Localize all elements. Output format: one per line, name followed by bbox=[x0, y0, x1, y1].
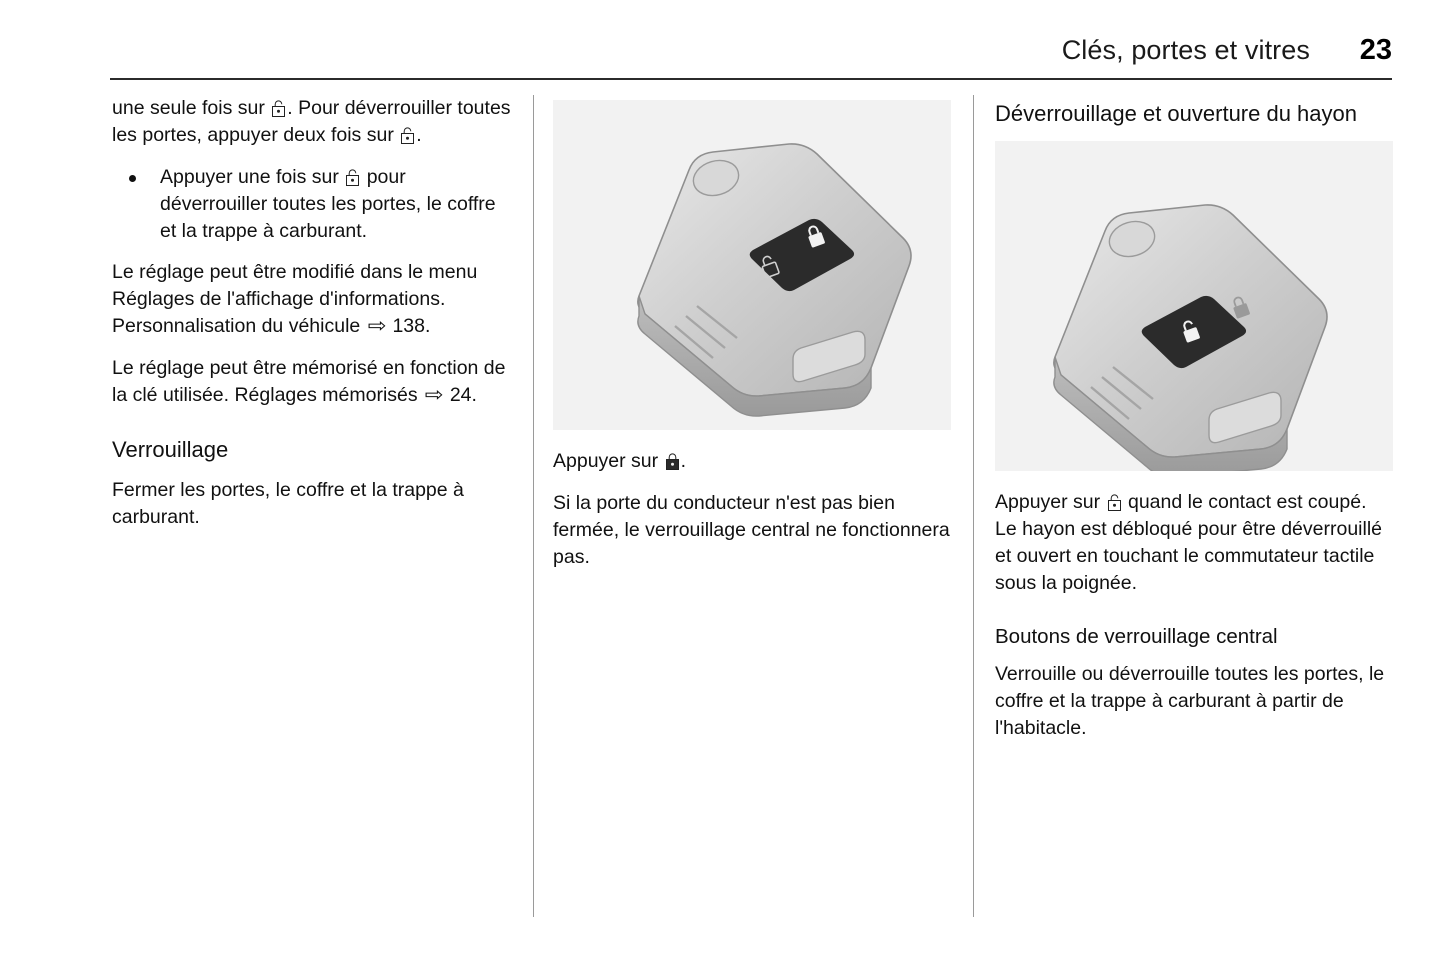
figure-remote-key-lock bbox=[553, 100, 951, 430]
text-part: Appuyer sur bbox=[995, 491, 1106, 513]
lock-key-icon bbox=[666, 453, 679, 470]
remote-key-unlock-illustration bbox=[995, 141, 1393, 471]
section-heading-verrouillage: Verrouillage bbox=[112, 437, 229, 462]
text-part: pour déverrouiller toutes les portes, le coffre et la trappe à carburant. bbox=[160, 166, 496, 242]
reference-arrow-icon: ⇨ bbox=[424, 384, 444, 406]
unlock-key-icon bbox=[401, 127, 414, 144]
paragraph-central-locking: Verrouille ou déverrouille toutes les portes, le coffre et la trappe à carburant à partir de l'habitacle. bbox=[995, 663, 1385, 739]
unlock-key-icon bbox=[272, 100, 285, 117]
paragraph-tailgate-instructions bbox=[995, 489, 1393, 597]
column-3 bbox=[995, 95, 1393, 757]
column-1 bbox=[112, 95, 512, 546]
paragraph-continuation bbox=[112, 95, 512, 149]
page-header bbox=[110, 34, 1392, 67]
paragraph-verrouillage: Fermer les portes, le coffre et la trappe à carburant. bbox=[112, 479, 464, 528]
section-heading-central-locking-buttons: Boutons de verrouillage central bbox=[995, 625, 1278, 648]
text-part: . bbox=[416, 124, 422, 146]
page-number: 23 bbox=[1359, 34, 1392, 66]
unlock-key-icon bbox=[1108, 494, 1121, 511]
text-part: quand le contact est coupé. Le hayon est débloqué pour être déverrouillé et ouvert en touchant le commutateur tactile sous la poignée. bbox=[995, 491, 1383, 594]
text-part: Le réglage peut être modifié dans le menu Réglages de l'affichage d'informations. Personnalisation du véhicule bbox=[112, 261, 478, 337]
list-item bbox=[112, 164, 512, 245]
unlock-key-icon bbox=[346, 169, 359, 186]
header-divider bbox=[110, 78, 1392, 80]
remote-key-lock-illustration bbox=[553, 100, 951, 430]
figure-caption bbox=[553, 448, 951, 475]
figure-remote-key-unlock bbox=[995, 141, 1393, 471]
column-divider-1 bbox=[533, 95, 534, 917]
paragraph-memorized-settings bbox=[112, 355, 512, 409]
paragraph-driver-door-warning: Si la porte du conducteur n'est pas bien fermée, le verrouillage central ne fonctionnera pas. bbox=[553, 492, 950, 568]
text-part: Appuyer sur bbox=[553, 450, 664, 472]
text-part: . Pour déverrouiller toutes les portes, appuyer deux fois sur bbox=[112, 97, 511, 146]
text-part: Appuyer une fois sur bbox=[160, 166, 345, 188]
page-reference: 138. bbox=[392, 315, 431, 337]
section-heading-tailgate: Déverrouillage et ouverture du hayon bbox=[995, 101, 1358, 126]
text-part: . bbox=[680, 450, 686, 472]
paragraph-settings-menu bbox=[112, 259, 512, 340]
column-2 bbox=[553, 95, 951, 586]
text-part: Le réglage peut être mémorisé en fonction de la clé utilisée. Réglages mémorisés bbox=[112, 357, 506, 406]
column-divider-2 bbox=[973, 95, 974, 917]
text-part: une seule fois sur bbox=[112, 97, 271, 119]
reference-arrow-icon: ⇨ bbox=[367, 315, 387, 337]
page-reference: 24. bbox=[449, 384, 477, 406]
page-title: Clés, portes et vitres bbox=[1061, 35, 1310, 65]
bullet-list bbox=[112, 164, 512, 245]
